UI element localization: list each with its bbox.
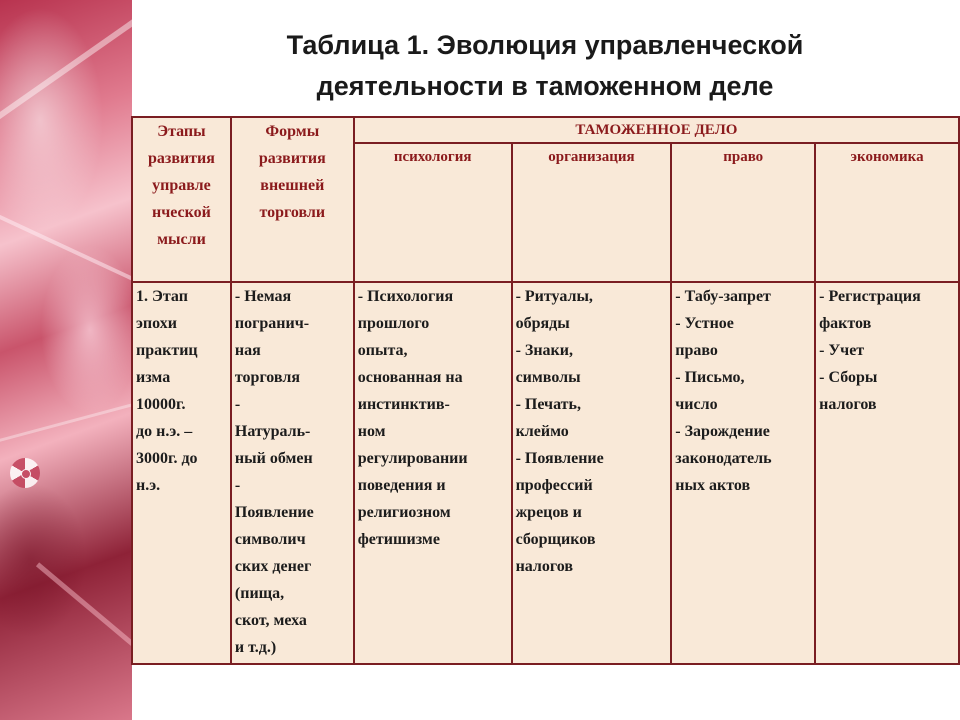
cell-line: - Появление (515, 450, 604, 467)
cell-line: - Немая (234, 288, 292, 305)
cell-psychology (354, 282, 512, 664)
header-stages-line: нческой (152, 204, 211, 221)
header-forms-line: развития (258, 150, 326, 167)
cell-line: основанная на (357, 369, 463, 386)
cell-line: практиц (136, 342, 198, 359)
cell-line: жрецов и (515, 504, 582, 521)
cell-line: 1. Этап (136, 288, 188, 305)
cell-line: торговля (234, 369, 300, 386)
cell-line: - Зарождение (675, 423, 770, 440)
cell-line: - Печать, (515, 396, 581, 413)
cell-line: скот, меха (234, 612, 307, 629)
light-streak (0, 6, 132, 120)
cell-line: профессий (515, 477, 593, 494)
decorative-side-panel (0, 0, 132, 720)
cell-line: религиозном (357, 504, 451, 521)
light-streak (0, 214, 132, 289)
cell-line: изма (136, 369, 171, 386)
cell-line: фетишизме (357, 531, 440, 548)
cell-line: сборщиков (515, 531, 596, 548)
cell-line: - Учет (819, 342, 865, 359)
header-psychology: психология (354, 143, 512, 282)
header-forms-line: Формы (265, 123, 320, 140)
header-stages-line: Этапы (157, 123, 206, 140)
cell-line: инстинктив- (357, 396, 450, 413)
cell-line: - Письмо, (675, 369, 745, 386)
cell-law (671, 282, 815, 664)
header-organization: организация (512, 143, 672, 282)
header-forms (231, 117, 354, 282)
cell-line: и т.д.) (234, 639, 277, 656)
cell-line: прошлого (357, 315, 430, 332)
header-customs: ТАМОЖЕННОЕ ДЕЛО (354, 117, 959, 143)
header-stages-line: управле (152, 177, 211, 194)
header-law: право (671, 143, 815, 282)
cell-line: 3000г. до (136, 450, 198, 467)
cell-line: - Табу-запрет (675, 288, 771, 305)
cell-line: ных актов (675, 477, 751, 494)
cell-line: Появление (234, 504, 314, 521)
slide-title-line-1: Таблица 1. Эволюция управленческой (286, 30, 804, 60)
cell-line: опыта, (357, 342, 408, 359)
cell-line: - Психология (357, 288, 454, 305)
cell-stage (132, 282, 231, 664)
cell-line: обряды (515, 315, 570, 332)
cell-line: ном (357, 423, 386, 440)
cell-line: ских денег (234, 558, 312, 575)
cell-line: символич (234, 531, 306, 548)
evolution-table (131, 116, 960, 665)
cell-line: 10000г. (136, 396, 186, 413)
header-forms-line: торговли (259, 204, 326, 221)
cell-line: Натураль- (234, 423, 311, 440)
cell-line: - (234, 477, 241, 494)
table-row (132, 282, 959, 664)
cell-line: до н.э. – (136, 423, 193, 440)
cell-line: - Ритуалы, (515, 288, 593, 305)
light-streak (0, 394, 132, 449)
cell-line: право (675, 342, 718, 359)
cell-line: клеймо (515, 423, 569, 440)
cell-line: - Знаки, (515, 342, 573, 359)
radiation-icon (10, 458, 40, 488)
cell-line: поведения и (357, 477, 446, 494)
cell-line: эпохи (136, 315, 177, 332)
cell-line: (пища, (234, 585, 285, 602)
cell-line: налогов (515, 558, 574, 575)
header-economics: экономика (815, 143, 959, 282)
cell-forms (231, 282, 354, 664)
cell-line: ный обмен (234, 450, 313, 467)
cell-line: погранич- (234, 315, 310, 332)
cell-line: - Устное (675, 315, 734, 332)
header-stages (132, 117, 231, 282)
light-streak (36, 562, 132, 662)
slide-title-line-2: деятельности в таможенном деле (316, 71, 774, 101)
cell-organization (512, 282, 672, 664)
cell-line: число (675, 396, 718, 413)
cell-line: - (234, 396, 241, 413)
cell-line: н.э. (136, 477, 161, 494)
header-forms-line: внешней (260, 177, 325, 194)
cell-line: - Сборы (819, 369, 878, 386)
cell-economics (815, 282, 959, 664)
header-stages-line: развития (147, 150, 215, 167)
cell-line: символы (515, 369, 581, 386)
header-stages-line: мысли (157, 231, 206, 248)
cell-line: фактов (819, 315, 872, 332)
cell-line: регулировании (357, 450, 468, 467)
cell-line: ная (234, 342, 261, 359)
cell-line: налогов (819, 396, 877, 413)
slide-title (150, 25, 940, 107)
header-row-top (132, 117, 959, 143)
cell-line: - Регистрация (819, 288, 921, 305)
cell-line: законодатель (675, 450, 772, 467)
